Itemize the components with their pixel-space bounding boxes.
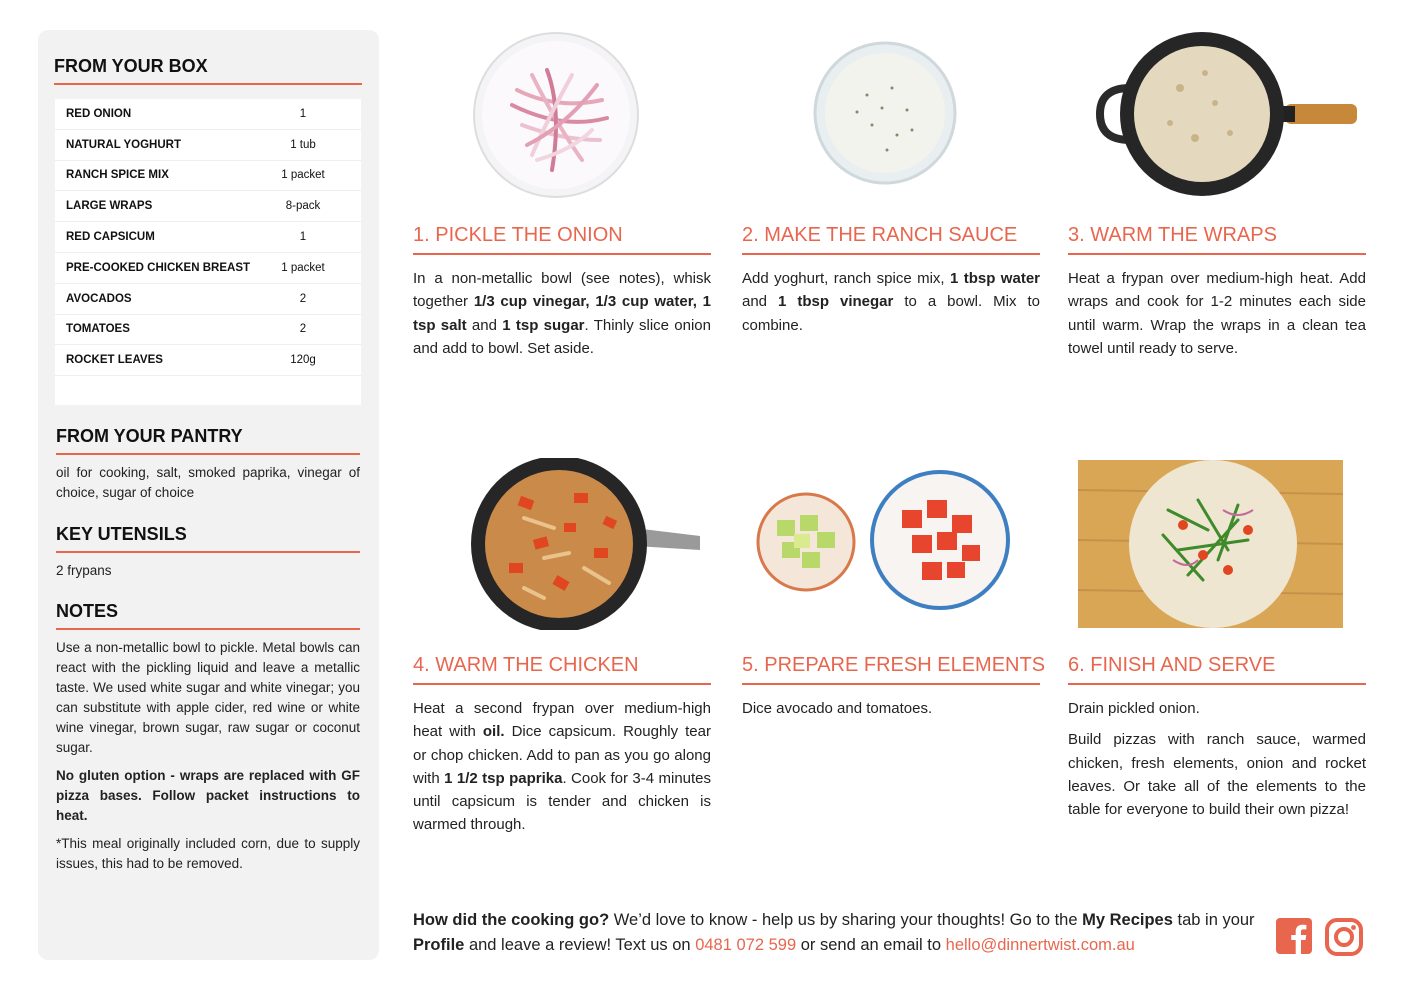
step-4 — [413, 654, 711, 837]
box-item-qty: 1 tub — [290, 138, 316, 151]
step-3-paragraph — [1068, 267, 1366, 360]
box-item-name: TOMATOES — [66, 323, 130, 336]
box-item-qty: 2 — [299, 292, 307, 305]
box-item-row — [55, 130, 361, 161]
box-item-name: RED ONION — [66, 107, 132, 120]
avocado-tomato-photo — [752, 470, 1014, 615]
box-item-row — [55, 222, 361, 253]
box-item-qty: 8-pack — [285, 200, 321, 213]
profile-label: Profile — [413, 936, 465, 954]
step-6-paragraph-2 — [1068, 728, 1366, 821]
text-segment: Add yoghurt, ranch spice mix, — [742, 270, 950, 287]
step-2-body — [742, 267, 1040, 337]
text-segment: . Cook for 3-4 minutes until capsicum is tender and chicken is warmed through. — [413, 769, 712, 834]
box-item-qty: 1 packet — [281, 261, 325, 274]
step-5-title: 5. PREPARE FRESH ELEMENTS — [742, 654, 1040, 685]
footer-text-2: tab in your — [1172, 911, 1255, 929]
box-item-qty: 1 — [299, 231, 307, 244]
box-item-row — [55, 191, 361, 222]
step-1-paragraph — [413, 267, 711, 360]
utensils-section — [56, 524, 360, 581]
text-segment: Drain pickled onion. — [1068, 700, 1200, 717]
box-item-row — [55, 345, 361, 376]
box-item-name: PRE-COOKED CHICKEN BREAST — [66, 261, 251, 274]
text-segment: . Thinly slice onion and add to bowl. Set aside. — [413, 316, 711, 357]
my-recipes-label: My Recipes — [1082, 911, 1173, 929]
notes-title: NOTES — [56, 601, 360, 630]
phone-link[interactable]: 0481 072 599 — [695, 936, 797, 954]
box-item-qty: 1 packet — [281, 169, 325, 182]
notes-section — [56, 601, 360, 874]
bold-segment: 1 1/2 tsp paprika — [444, 769, 563, 787]
text-segment: Heat a frypan over medium-high heat. Add wraps and cook for 1-2 minutes each side until warm. Wrap the wraps in a clean tea towel until ready to serve. — [1068, 270, 1366, 357]
text-segment: and — [466, 316, 503, 334]
step-1-title: 1. PICKLE THE ONION — [413, 224, 711, 255]
bold-segment: oil. — [482, 723, 505, 741]
step-6 — [1068, 654, 1366, 821]
text-segment: Build pizzas with ranch sauce, warmed chicken, fresh elements, onion and rocket leaves. Or take all of the elements to the table for everyone to build their own pizza! — [1068, 731, 1366, 819]
box-item-name: RED CAPSICUM — [66, 231, 155, 244]
bold-segment: 1/3 cup vinegar, 1/3 cup water, 1 tsp salt — [413, 293, 711, 334]
box-item-row — [55, 284, 361, 315]
box-item-name: LARGE WRAPS — [66, 200, 153, 213]
notes-text-2: No gluten option - wraps are replaced with GF pizza bases. Follow packet instructions to heat. — [56, 768, 360, 823]
step-3 — [1068, 224, 1366, 360]
email-link[interactable]: hello@dinnertwist.com.au — [945, 936, 1135, 954]
box-item-name: ROCKET LEAVES — [66, 354, 163, 367]
step-5-paragraph — [742, 697, 1040, 720]
facebook-icon[interactable] — [1276, 918, 1312, 954]
step-5 — [742, 654, 1046, 720]
bold-segment: 1 tbsp vinegar — [778, 293, 894, 311]
step-3-title: 3. WARM THE WRAPS — [1068, 224, 1366, 255]
text-segment: and — [742, 293, 779, 311]
box-title: FROM YOUR BOX — [54, 56, 362, 85]
step-6-body — [1068, 697, 1366, 821]
step-1-body — [413, 267, 711, 360]
notes-text-1: Use a non-metallic bowl to pickle. Metal bowls can react with the pickling liquid and leave a metallic taste. We used white sugar and white vinegar; you can substitute with apple cider, red wine or white wine vinegar, brown sugar, raw sugar or coconut sugar. — [56, 640, 360, 755]
pantry-text: oil for cooking, salt, smoked paprika, vinegar of choice, sugar of choice — [56, 465, 360, 500]
box-item-qty: 120g — [290, 354, 316, 367]
text-segment: to a bowl. Mix to combine. — [742, 293, 1040, 334]
box-item-qty: 2 — [299, 323, 307, 336]
pantry-section — [56, 426, 360, 503]
text-segment: In a non-metallic bowl (see notes), whisk together — [413, 270, 711, 311]
sidebar — [38, 30, 379, 960]
footer-question: How did the cooking go? — [413, 911, 610, 929]
text-segment: Heat a second frypan over medium-high heat with — [413, 700, 711, 741]
step-4-paragraph — [413, 697, 711, 837]
box-item-row — [55, 99, 361, 130]
step-4-body — [413, 697, 711, 837]
step-2-title: 2. MAKE THE RANCH SAUCE — [742, 224, 1040, 255]
footer-text-1: We’d love to know - help us by sharing your thoughts! Go to the — [609, 911, 1083, 929]
finished-pizza-photo — [1078, 460, 1343, 628]
step-4-title: 4. WARM THE CHICKEN — [413, 654, 711, 685]
box-item-row — [55, 253, 361, 284]
utensils-text: 2 frypans — [56, 563, 112, 578]
box-ingredients-table — [55, 99, 361, 405]
pickled-onion-photo — [462, 30, 650, 200]
step-3-body — [1068, 267, 1366, 360]
pantry-title: FROM YOUR PANTRY — [56, 426, 360, 455]
text-segment: Dice capsicum. Roughly tear or chop chicken. Add to pan as you go along with — [413, 723, 711, 787]
utensils-title: KEY UTENSILS — [56, 524, 360, 553]
footer-text-4: or send an email to — [796, 936, 946, 954]
step-2-paragraph — [742, 267, 1040, 337]
bold-segment: 1 tsp sugar — [502, 316, 585, 334]
step-6-paragraph-1 — [1068, 697, 1366, 720]
box-item-qty: 1 — [299, 107, 307, 120]
step-5-body — [742, 697, 1040, 720]
box-item-name: NATURAL YOGHURT — [66, 138, 181, 151]
step-6-title: 6. FINISH AND SERVE — [1068, 654, 1366, 685]
ranch-sauce-photo — [812, 40, 958, 186]
box-item-name: RANCH SPICE MIX — [66, 169, 169, 182]
footer-text-3: and leave a review! Text us on — [464, 936, 696, 954]
box-item-row — [55, 161, 361, 192]
instagram-icon[interactable] — [1325, 918, 1363, 956]
feedback-footer — [413, 908, 1263, 958]
step-2 — [742, 224, 1040, 337]
chicken-in-pan-photo — [464, 458, 704, 630]
box-item-name: AVOCADOS — [66, 292, 132, 305]
box-item-row — [55, 315, 361, 346]
text-segment: Dice avocado and tomatoes. — [742, 700, 933, 717]
bold-segment: 1 tbsp water — [949, 270, 1040, 287]
wrap-in-pan-photo — [1095, 28, 1360, 200]
notes-text-3: *This meal originally included corn, due to supply issues, this had to be removed. — [56, 836, 360, 871]
step-1 — [413, 224, 711, 360]
